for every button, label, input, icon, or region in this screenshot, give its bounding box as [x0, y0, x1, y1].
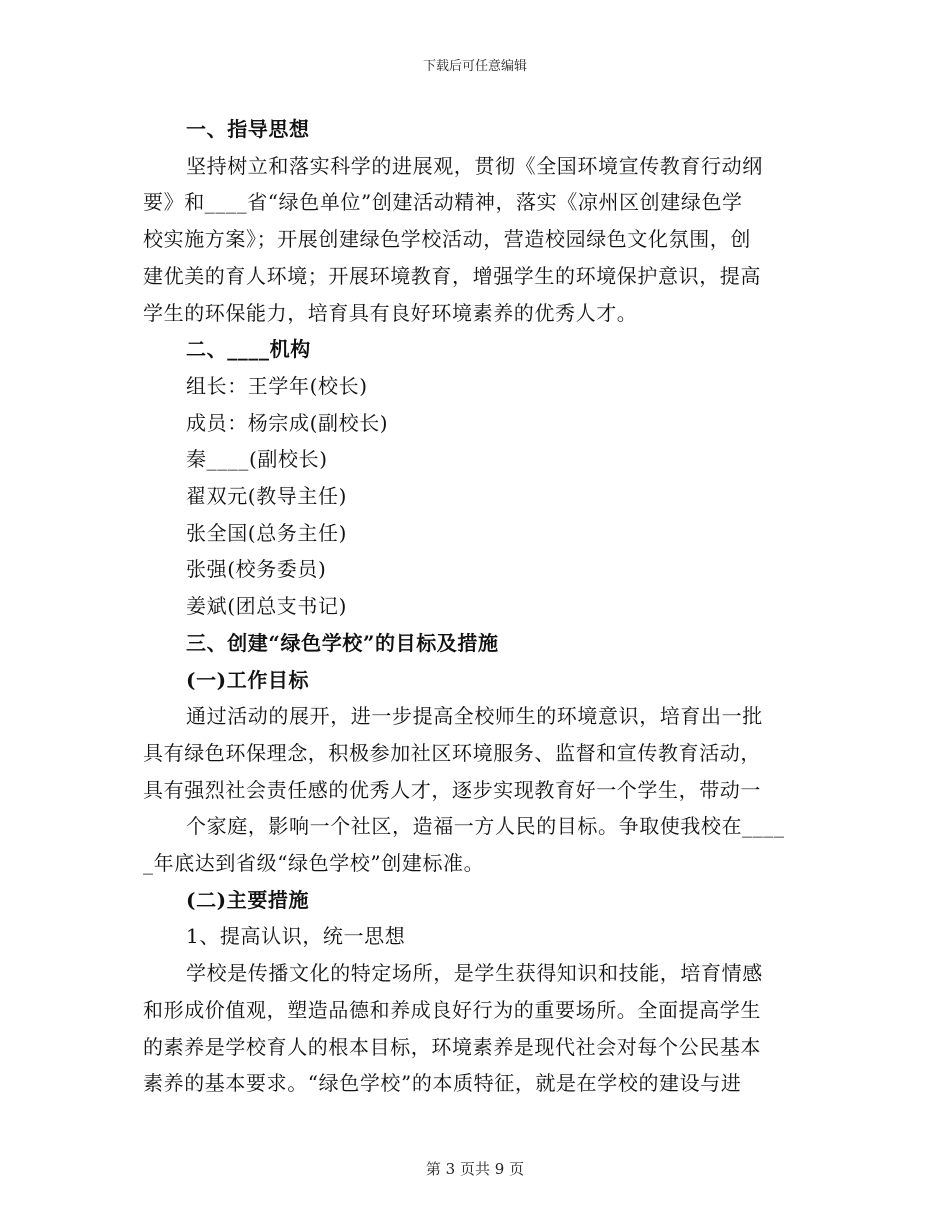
paragraph-line: 具有绿色环保理念，积极参加社区环境服务、监督和宣传教育活动，	[143, 740, 761, 765]
paragraph-line: 成员：杨宗成(副校长)	[186, 410, 389, 435]
paragraph-line: 学校是传播文化的特定场所，是学生获得知识和技能，培育情感	[186, 961, 763, 986]
paragraph-line: 个家庭，影响一个社区，造福一方人民的目标。争取使我校在____	[186, 814, 785, 839]
paragraph-line: _年底达到省级“绿色学校”创建标准。	[143, 851, 485, 876]
paragraph-line: 校实施方案》；开展创建绿色学校活动，营造校园绿色文化氛围，创	[143, 227, 751, 252]
paragraph-line: 组长：王学年(校长)	[186, 373, 368, 398]
page-footer: 第 3 页共 9 页	[425, 1160, 525, 1178]
paragraph-line: 要》和____省“绿色单位”创建活动精神，落实《凉州区创建绿色学	[143, 190, 743, 215]
section-heading: (一)工作目标	[186, 667, 310, 692]
paragraph-line: 1、提高认识，统一思想	[186, 924, 406, 949]
section-heading: 一、指导思想	[186, 117, 310, 141]
paragraph-line: 通过活动的展开，进一步提高全校师生的环境意识，培育出一批	[186, 704, 763, 729]
paragraph-line: 具有强烈社会责任感的优秀人才，逐步实现教育好一个学生，带动一	[143, 777, 761, 802]
paragraph-line: 坚持树立和落实科学的进展观，贯彻《全国环境宣传教育行动纲	[186, 153, 763, 178]
section-heading: 三、创建“绿色学校”的目标及措施	[186, 630, 499, 655]
paragraph-line: 张强(校务委员)	[186, 557, 327, 582]
paragraph-line: 翟双元(教导主任)	[186, 484, 348, 509]
page-header: 下载后可任意编辑	[422, 59, 527, 74]
section-heading: (二)主要措施	[186, 887, 310, 912]
paragraph-line: 张全国(总务主任)	[186, 520, 348, 545]
paragraph-line: 学生的环保能力，培育具有良好环境素养的优秀人才。	[143, 300, 638, 325]
paragraph-line: 姜斌(团总支书记)	[186, 594, 348, 619]
paragraph-line: 秦____(副校长)	[186, 447, 328, 472]
paragraph-line: 建优美的育人环境；开展环境教育，增强学生的环境保护意识，提高	[143, 263, 761, 288]
paragraph-line: 和形成价值观，塑造品德和养成良好行为的重要场所。全面提高学生	[143, 997, 761, 1022]
paragraph-line: 素养的基本要求。“绿色学校”的本质特征，就是在学校的建设与进	[143, 1071, 742, 1096]
paragraph-line: 的素养是学校育人的根本目标，环境素养是现代社会对每个公民基本	[143, 1034, 761, 1059]
document-body	[143, 111, 811, 1102]
section-heading: 二、____机构	[186, 337, 311, 362]
